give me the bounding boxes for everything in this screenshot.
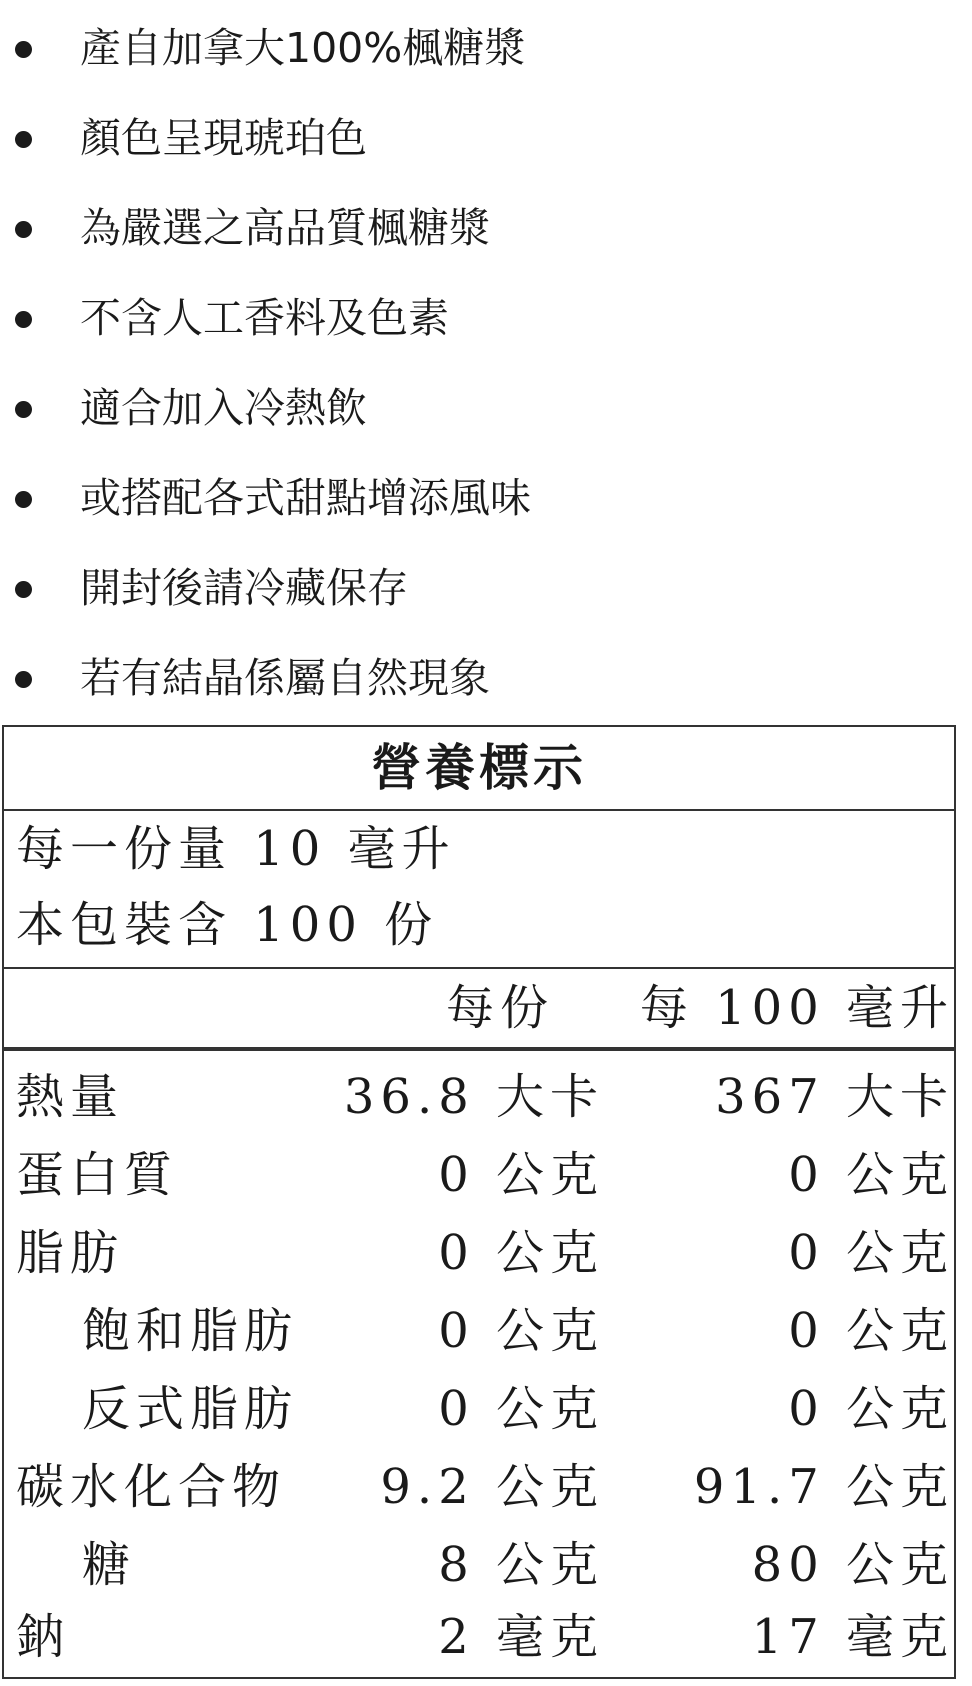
nutrient-per-serving: 0 公克 <box>438 1381 604 1437</box>
bullet-icon <box>15 581 32 598</box>
table-divider <box>4 967 954 969</box>
nutrient-per-serving: 2 毫克 <box>438 1609 604 1665</box>
nutrient-per-serving: 8 公克 <box>438 1537 604 1593</box>
feature-text: 為嚴選之高品質楓糖漿 <box>80 204 490 252</box>
table-divider-thick <box>4 1047 954 1051</box>
feature-item <box>0 643 900 703</box>
nutrient-per-100ml: 91.7 公克 <box>693 1459 954 1515</box>
nutrient-per-100ml: 0 公克 <box>788 1303 954 1359</box>
nutrient-label: 脂肪 <box>16 1225 125 1281</box>
feature-text: 不含人工香料及色素 <box>80 294 449 342</box>
bullet-icon <box>15 41 32 58</box>
nutrient-row <box>4 1599 954 1677</box>
feature-text: 或搭配各式甜點增添風味 <box>80 474 531 522</box>
bullet-icon <box>15 221 32 238</box>
bullet-icon <box>15 311 32 328</box>
nutrient-row <box>4 1215 954 1293</box>
nutrient-label: 蛋白質 <box>16 1147 179 1203</box>
nutrient-per-100ml: 367 大卡 <box>715 1069 954 1125</box>
nutrient-per-100ml: 17 毫克 <box>751 1609 954 1665</box>
nutrient-label: 鈉 <box>16 1609 71 1665</box>
nutrient-row <box>4 1449 954 1527</box>
bullet-icon <box>15 131 32 148</box>
nutrition-table <box>2 725 956 1679</box>
nutrient-row <box>4 1371 954 1449</box>
table-divider <box>4 809 954 811</box>
feature-text: 適合加入冷熱飲 <box>80 384 367 432</box>
nutrient-row <box>4 1293 954 1371</box>
nutrient-per-100ml: 80 公克 <box>751 1537 954 1593</box>
nutrient-label: 碳水化合物 <box>16 1459 287 1515</box>
nutrient-row <box>4 1137 954 1215</box>
column-header-per-100ml: 每 100 毫升 <box>639 980 954 1036</box>
nutrient-row <box>4 1527 954 1605</box>
bullet-icon <box>15 671 32 688</box>
feature-item <box>0 193 900 253</box>
nutrient-per-serving: 0 公克 <box>438 1303 604 1359</box>
nutrient-per-serving: 9.2 公克 <box>380 1459 604 1515</box>
feature-item <box>0 373 900 433</box>
bullet-icon <box>15 401 32 418</box>
nutrient-per-100ml: 0 公克 <box>788 1381 954 1437</box>
nutrient-row <box>4 1059 954 1137</box>
nutrient-per-serving: 0 公克 <box>438 1225 604 1281</box>
feature-item <box>0 13 900 73</box>
feature-item <box>0 553 900 613</box>
nutrient-per-100ml: 0 公克 <box>788 1225 954 1281</box>
feature-text: 顏色呈現琥珀色 <box>80 114 367 162</box>
feature-item <box>0 283 900 343</box>
nutrient-label: 糖 <box>82 1537 137 1593</box>
feature-item <box>0 103 900 163</box>
nutrient-label: 熱量 <box>16 1069 125 1125</box>
feature-text: 若有結晶係屬自然現象 <box>80 654 490 702</box>
nutrient-per-100ml: 0 公克 <box>788 1147 954 1203</box>
nutrition-title: 營養標示 <box>371 738 587 797</box>
servings-per-package: 本包裝含 100 份 <box>16 897 439 953</box>
feature-text: 開封後請冷藏保存 <box>80 564 408 612</box>
column-header-per-serving: 每份 <box>445 980 554 1036</box>
feature-item <box>0 463 900 523</box>
nutrient-label: 飽和脂肪 <box>82 1303 299 1359</box>
nutrient-label: 反式脂肪 <box>82 1381 299 1437</box>
serving-size: 每一份量 10 毫升 <box>16 821 456 877</box>
nutrient-per-serving: 0 公克 <box>438 1147 604 1203</box>
bullet-icon <box>15 491 32 508</box>
feature-text: 產自加拿大100%楓糖漿 <box>80 24 526 72</box>
nutrient-per-serving: 36.8 大卡 <box>343 1069 604 1125</box>
